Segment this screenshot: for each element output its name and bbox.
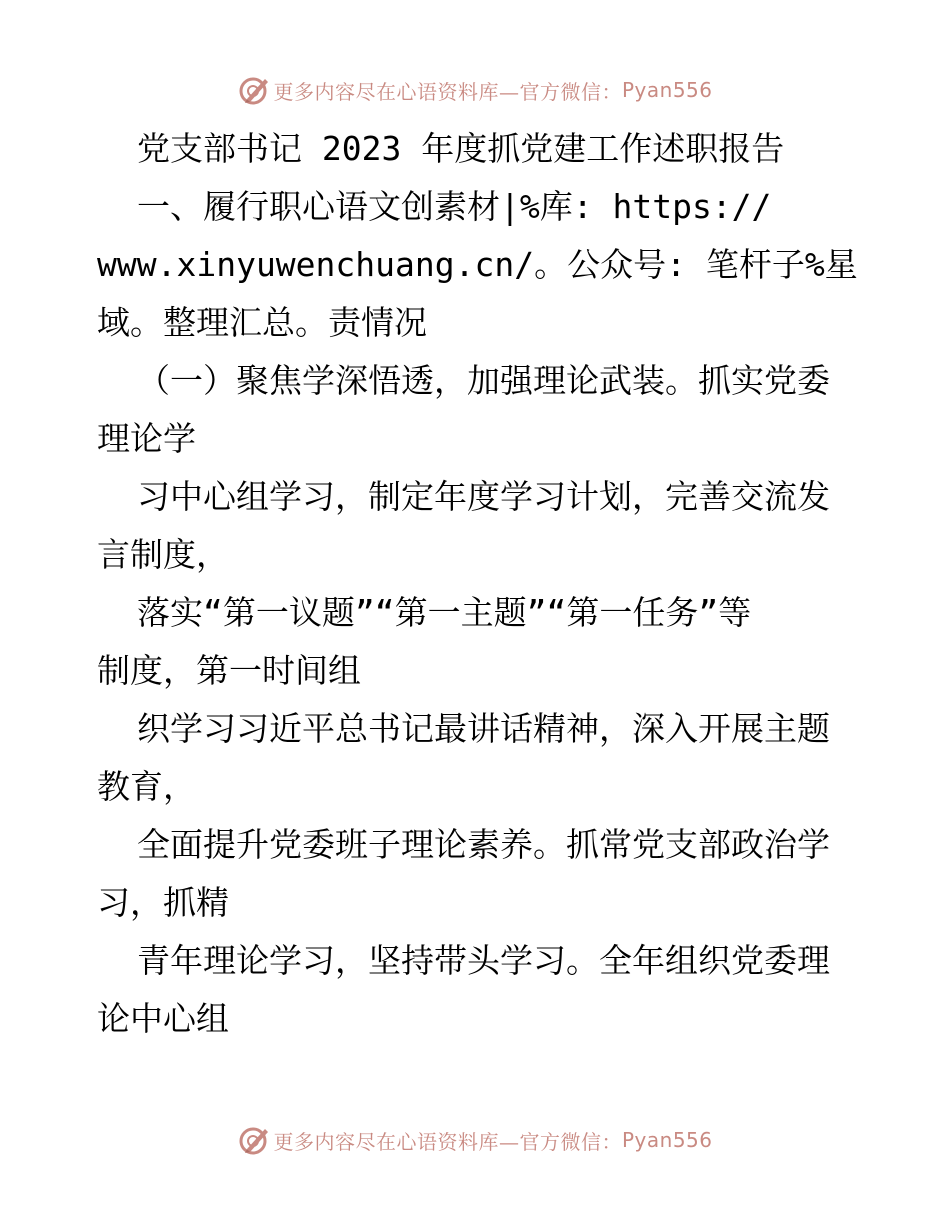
text-line: 教育， — [97, 767, 196, 806]
watermark-text: 更多内容尽在心语资料库—官方微信： — [273, 1129, 622, 1154]
document-title: 党支部书记 2023 年度抓党建工作述职报告 — [137, 129, 785, 168]
text-line: 习，抓精 — [97, 883, 229, 922]
document-body — [97, 120, 857, 1048]
text-line: 织学习习近平总书记最讲话精神，深入开展主题 — [137, 709, 830, 748]
header-watermark — [0, 70, 950, 110]
text-line: 青年理论学习，坚持带头学习。全年组织党委理 — [137, 941, 830, 980]
pen-logo-icon — [237, 1123, 271, 1157]
watermark-account: Pyan556 — [621, 1128, 713, 1152]
text-line: 制度，第一时间组 — [97, 651, 361, 690]
watermark-text: 更多内容尽在心语资料库—官方微信： — [273, 79, 622, 104]
text-line: 理论学 — [97, 419, 196, 458]
text-line: 落实“第一议题”“第一主题”“第一任务”等 — [137, 593, 752, 632]
text-line: 论中心组 — [97, 999, 229, 1038]
text-line: （一）聚焦学深悟透，加强理论武装。抓实党委 — [137, 361, 830, 400]
text-line: 域。整理汇总。责情况 — [97, 303, 427, 342]
text-line: 习中心组学习，制定年度学习计划，完善交流发 — [137, 477, 830, 516]
text-line: 全面提升党委班子理论素养。抓常党支部政治学 — [137, 825, 830, 864]
pen-logo-icon — [237, 73, 271, 107]
text-line: www.xinyuwenchuang.cn/。公众号: 笔杆子%星 — [97, 245, 858, 284]
text-line: 言制度， — [97, 535, 229, 574]
watermark-account: Pyan556 — [621, 78, 713, 102]
text-line: 一、履行职心语文创素材|%库: https:// — [137, 187, 772, 226]
footer-watermark — [0, 1120, 950, 1160]
